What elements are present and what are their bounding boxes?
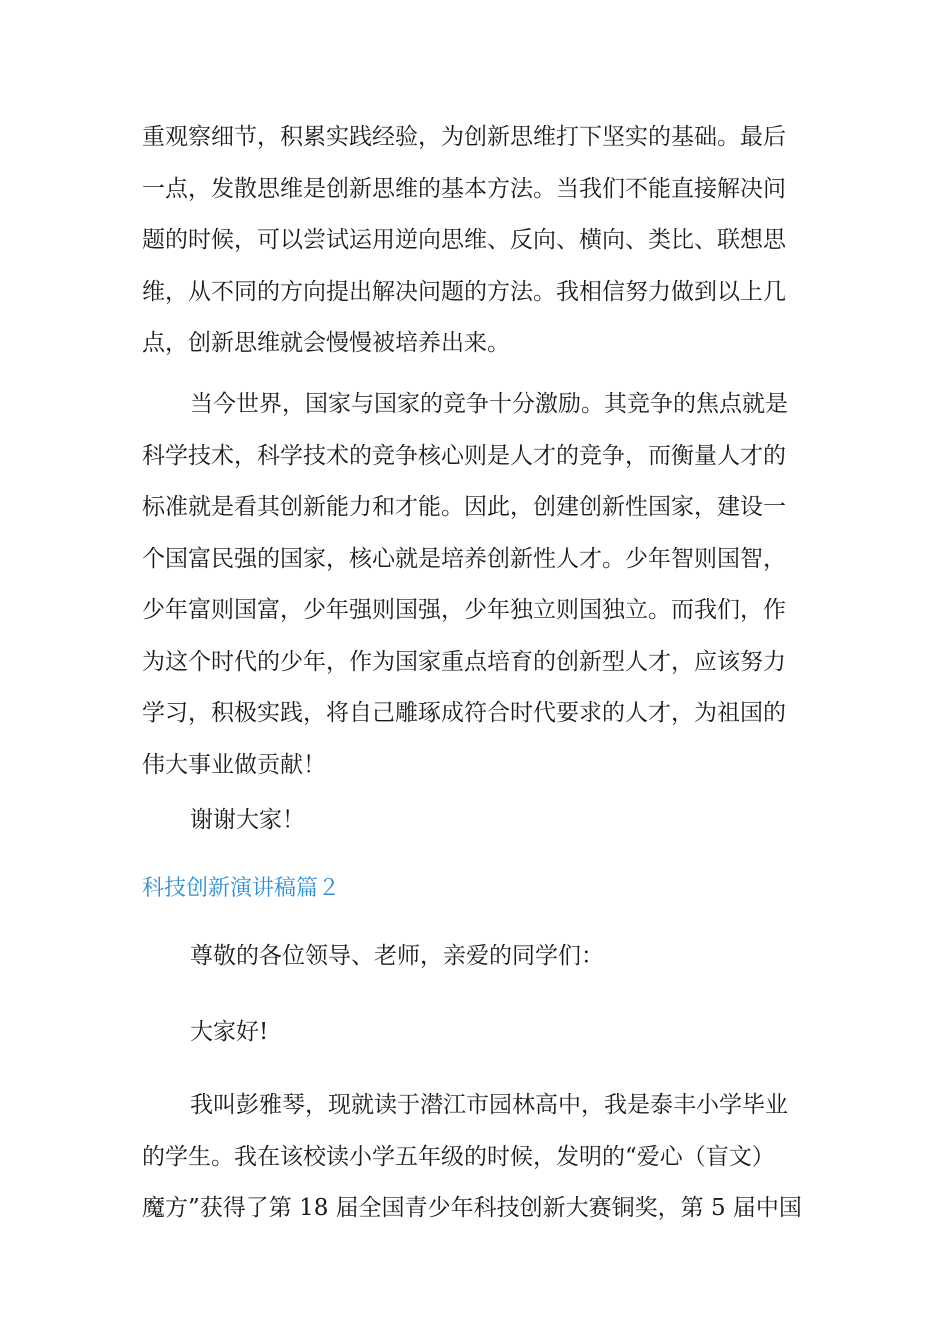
- text-line: 点，创新思维就会慢慢被培养出来。: [142, 330, 510, 356]
- text-line: 魔方”获得了第 18 届全国青少年科技创新大赛铜奖，第 5 届中国: [142, 1195, 802, 1221]
- text-line: 标准就是看其创新能力和才能。因此，创建创新性国家，建设一: [142, 494, 786, 520]
- text-line: 尊敬的各位领导、老师，亲爱的同学们：: [190, 943, 604, 969]
- paragraph-hello: [142, 1007, 812, 1059]
- text-line: 谢谢大家！: [190, 807, 305, 833]
- text-line: 题的时候，可以尝试运用逆向思维、反向、横向、类比、联想思: [142, 227, 786, 253]
- text-line: 少年富则国富，少年强则国强，少年独立则国独立。而我们，作: [142, 597, 786, 623]
- text-line: 科学技术，科学技术的竞争核心则是人才的竞争，而衡量人才的: [142, 442, 786, 469]
- text-line: 为这个时代的少年，作为国家重点培育的创新型人才，应该努力: [142, 648, 786, 675]
- text-line: 的学生。我在该校读小学五年级的时候，发明的“爱心（盲文）: [142, 1143, 775, 1170]
- text-line: 大家好!: [190, 1019, 269, 1045]
- text-line: 我叫彭雅琴，现就读于潜江市园林高中，我是泰丰小学毕业: [190, 1092, 788, 1118]
- text-line: 伟大事业做贡献！: [142, 751, 326, 778]
- paragraph-world-competition: [142, 379, 812, 791]
- section-heading: 科技创新演讲稿篇２: [142, 876, 341, 901]
- text-line: 维，从不同的方向提出解决问题的方法。我相信努力做到以上几: [142, 278, 786, 305]
- paragraph-greeting: [142, 931, 812, 983]
- paragraph-introduction: [142, 1080, 812, 1235]
- text-line: 重观察细节，积累实践经验，为创新思维打下坚实的基础。最后: [142, 124, 786, 150]
- text-line: 当今世界，国家与国家的竞争十分激励。其竞争的焦点就是: [190, 391, 788, 417]
- text-line: 学习，积极实践，将自己雕琢成符合时代要求的人才，为祖国的: [142, 700, 786, 726]
- paragraph-thanks: [142, 795, 812, 847]
- paragraph-continuation: [142, 112, 812, 370]
- text-line: 一点，发散思维是创新思维的基本方法。当我们不能直接解决问: [142, 175, 786, 202]
- text-line: 个国富民强的国家，核心就是培养创新性人才。少年智则国智，: [142, 545, 786, 572]
